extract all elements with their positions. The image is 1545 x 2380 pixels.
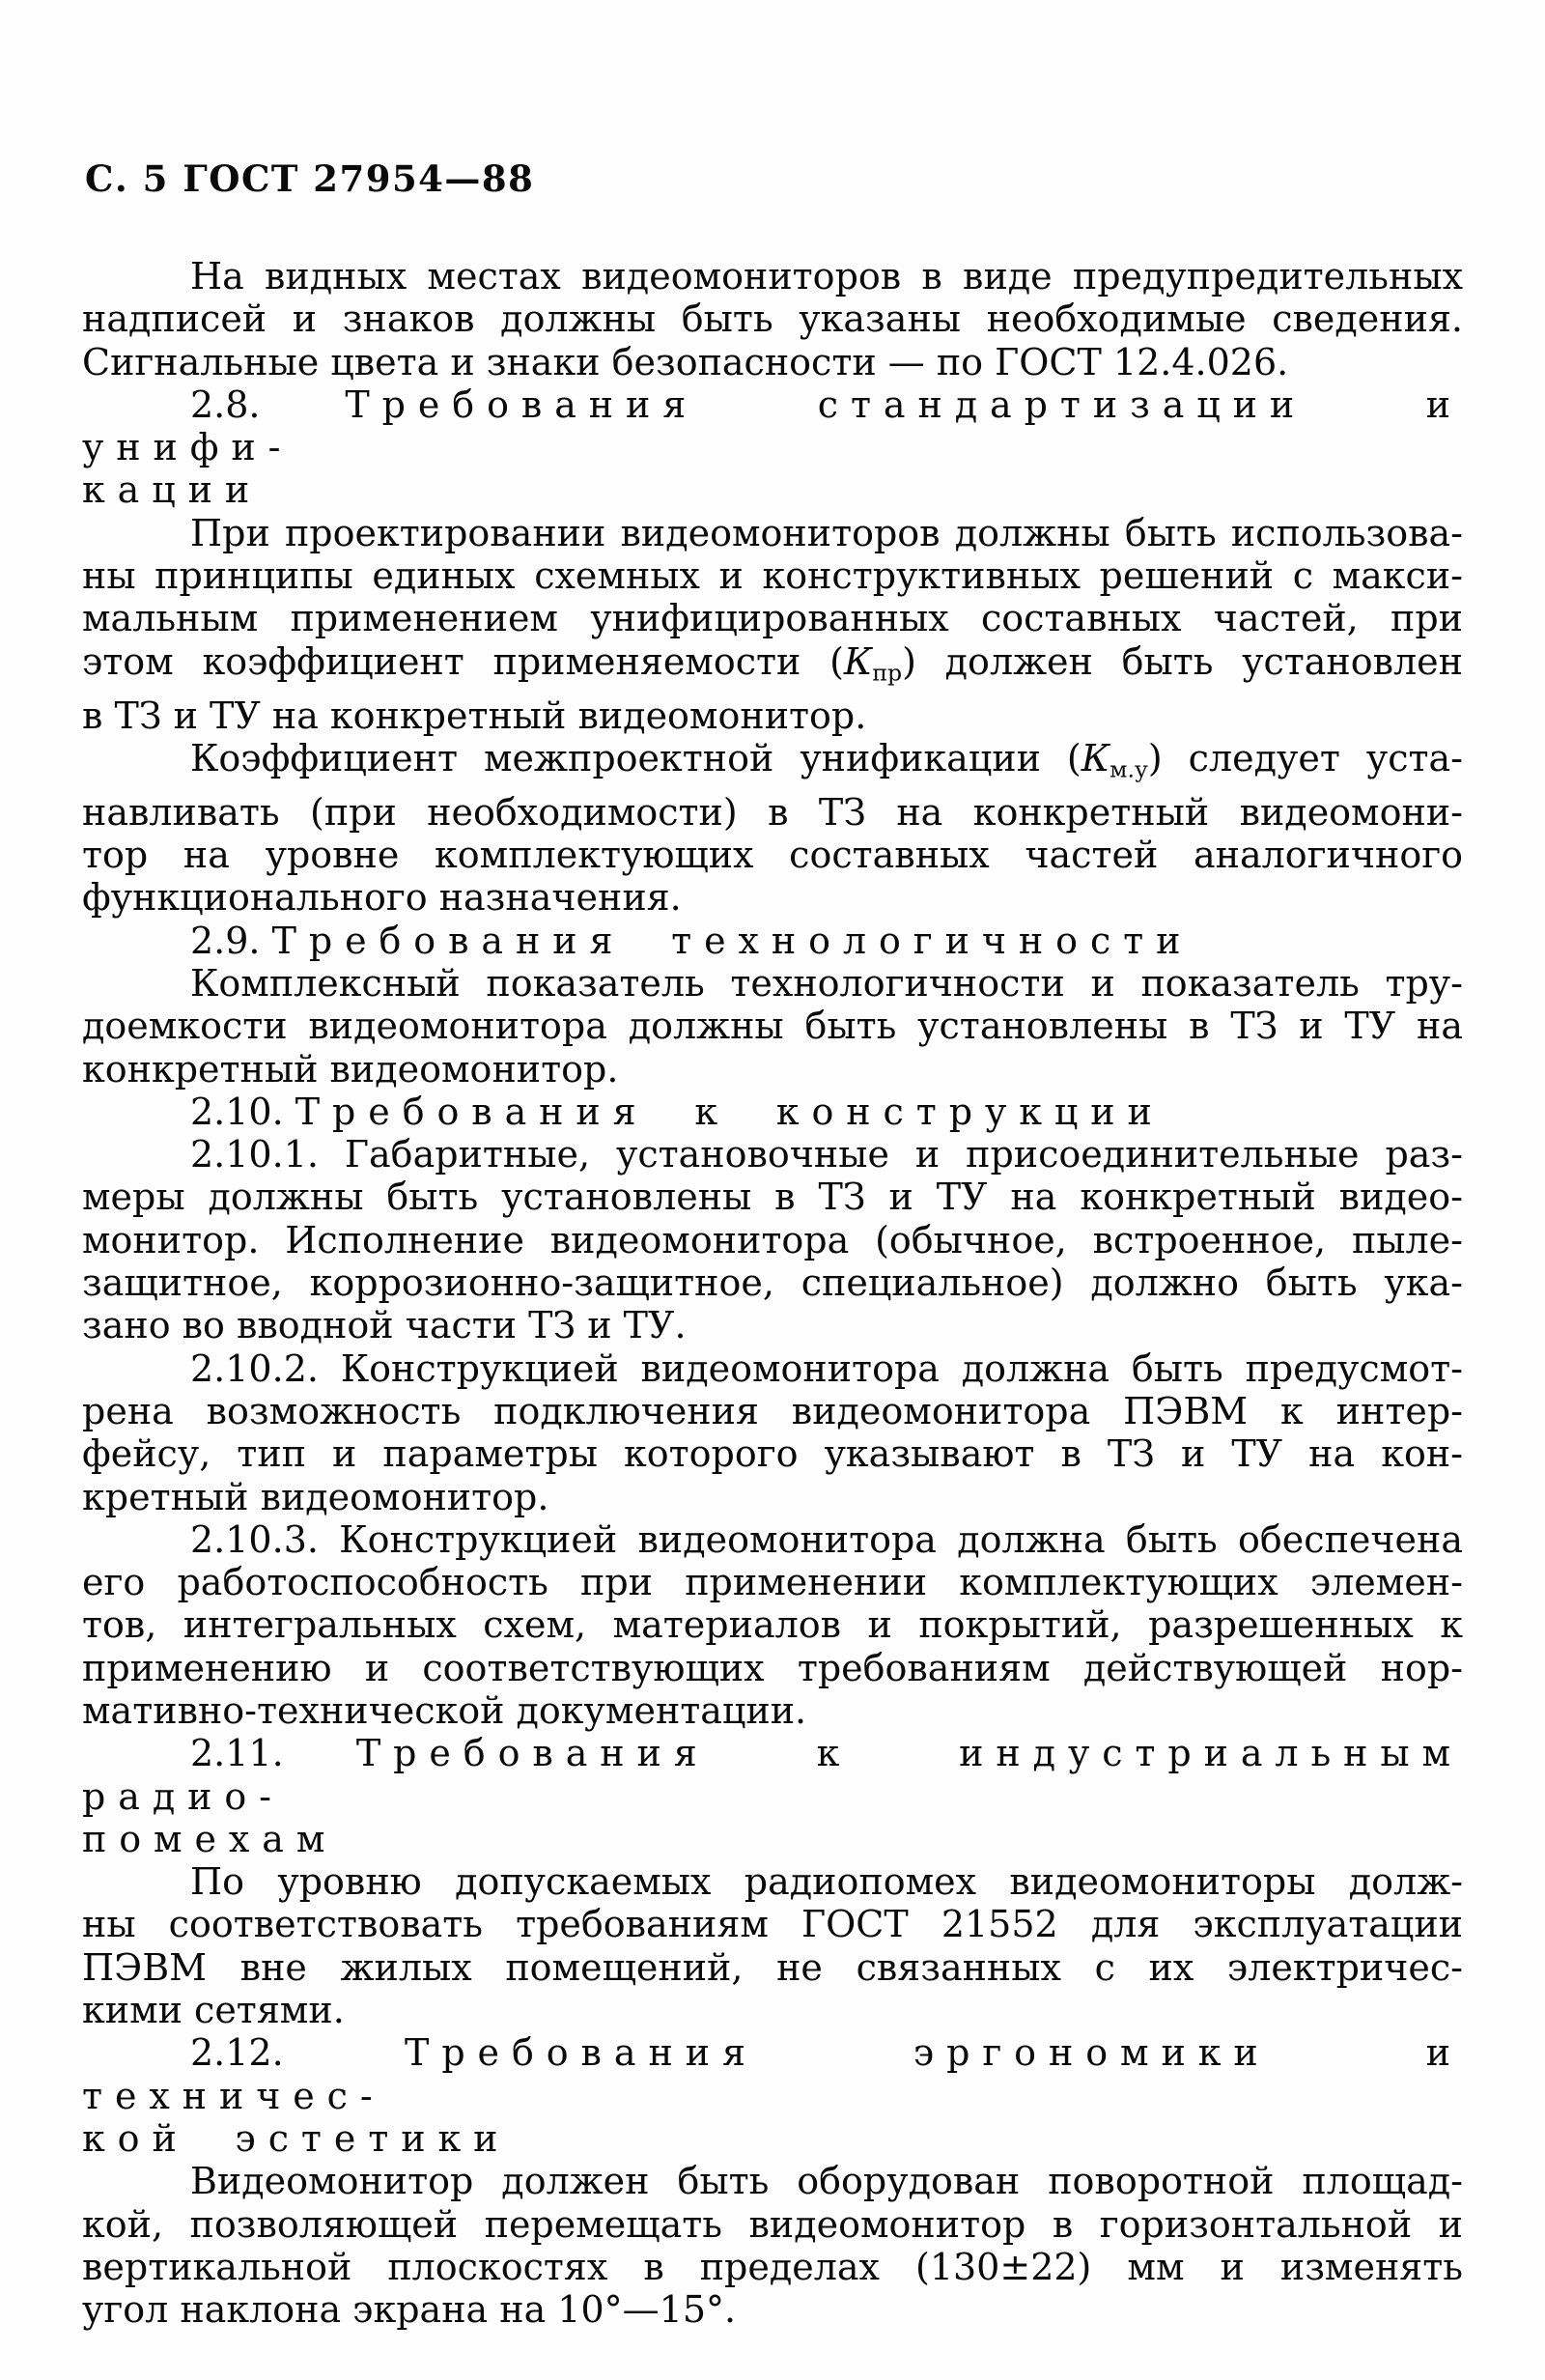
body-text-run: 2.11. [190,1732,356,1775]
body-text-run: 2.9. [190,919,272,962]
document-body [82,255,1463,2331]
text-line [82,298,1463,340]
spaced-heading-text: помехам [82,1817,338,1860]
paragraph-2-11-body [82,1860,1463,2031]
body-text-run: Видеомонитор должен быть оборудован поворотной площад- [190,2160,1463,2203]
spaced-heading-text: кации [82,468,263,512]
text-line [82,554,1463,597]
body-text-run: кими сетями. [82,1989,345,2032]
text-line [82,1689,1463,1732]
subscript-text: пр [872,659,903,687]
body-text-run: монитор. Исполнение видеомонитора (обычное, встроенное, пыле- [82,1218,1463,1261]
text-line [82,1390,1463,1432]
body-text-run: 2.8. [190,382,346,426]
body-text-run: меры должны быть установлены в ТЗ и ТУ на конкретный видео- [82,1176,1463,1219]
text-line [82,1005,1463,1047]
body-text-run: рена возможность подключения видеомонитора ПЭВМ к интер- [82,1389,1463,1432]
text-line [82,1603,1463,1646]
heading-2-11 [82,1732,1463,1860]
body-text-run: Сигнальные цвета и знаки безопасности — по ГОСТ 12.4.026. [82,340,1289,383]
body-text-run: применению и соответствующих требованиям действующей нор- [82,1646,1463,1689]
text-line [82,1347,1463,1390]
body-text-run: На видных местах видеомониторов в виде предупредительных [190,255,1463,298]
body-text-run: мативно-технической документации. [82,1688,807,1732]
text-line [82,834,1463,876]
text-line [82,1133,1463,1176]
spaced-heading-text: кой эстетики [82,2116,511,2160]
spaced-heading-text: Требования к конструкции [295,1090,1165,1133]
body-text-run: этом коэффициент применяемости ( [82,639,844,683]
paragraph-2-10-2 [82,1347,1463,1518]
paragraph-unification-coefficient [82,737,1463,920]
text-line [82,640,1463,694]
body-text-run: в ТЗ и ТУ на конкретный видеомонитор. [82,694,867,737]
body-text-run: доемкости видеомонитора должны быть установлены в ТЗ и ТУ на [82,1005,1463,1048]
paragraph-2-10-1 [82,1133,1463,1346]
body-text-run: кретный видеомонитор. [82,1475,549,1518]
italic-symbol: К [1081,736,1110,779]
paragraph-2-8-body [82,512,1463,737]
text-line [82,1261,1463,1304]
body-text-run: конкретный видеомонитор. [82,1047,619,1091]
text-line [82,2288,1463,2331]
text-line [82,1732,1463,1818]
body-text-run: 2.10. [190,1090,295,1133]
text-line [82,1989,1463,2031]
text-line [82,468,1463,511]
text-line [82,1818,1463,1860]
paragraph-2-12-body [82,2160,1463,2331]
body-text-run: ) должен быть установлен [902,639,1463,683]
text-line [82,383,1463,469]
body-text-run: ) следует уста- [1147,736,1464,779]
heading-2-8 [82,383,1463,512]
paragraph-2-10-3 [82,1518,1463,1732]
body-text-run: надписей и знаков должны быть указаны необходимые сведения. [82,298,1463,341]
body-text-run: его работоспособность при применении комплектующих элемен- [82,1561,1463,1604]
text-line [82,1091,1463,1133]
text-line [82,1219,1463,1261]
text-line [82,2117,1463,2160]
page-running-header: С. 5 ГОСТ 27954—88 [85,157,535,200]
text-line [82,1176,1463,1218]
text-line [82,694,1463,737]
text-line [82,255,1463,298]
body-text-run: зано во вводной части ТЗ и ТУ. [82,1304,687,1347]
text-line [82,1647,1463,1689]
body-text-run: фейсу, тип и параметры которого указывают в ТЗ и ТУ на кон- [82,1432,1463,1476]
paragraph-2-9-body [82,962,1463,1091]
spaced-heading-text: Требования стандартизации и унифи- [82,382,1463,469]
body-text-run: навливать (при необходимости) в ТЗ на конкретный видеомони- [82,790,1463,834]
body-text-run: кой, позволяющей перемещать видеомонитор в горизонтальной и [82,2202,1463,2246]
text-line [82,962,1463,1005]
paragraph-safety-signs [82,255,1463,383]
text-line [82,597,1463,639]
text-line [82,2031,1463,2117]
body-text-run: вертикальной плоскостях в пределах (130±22) мм и изменять [82,2245,1463,2288]
text-line [82,1946,1463,1989]
text-line [82,876,1463,919]
text-line [82,1860,1463,1903]
body-text-run: тор на уровне комплектующих составных частей аналогичного [82,834,1463,877]
body-text-run: ны соответствовать требованиям ГОСТ 21552 для эксплуатации [82,1903,1463,1946]
spaced-heading-text: Требования к индустриальным радио- [82,1732,1463,1818]
text-line [82,2246,1463,2288]
spaced-heading-text: Требования технологичности [271,919,1194,962]
body-text-run: При проектировании видеомониторов должны быть использова- [190,511,1463,554]
text-line [82,1518,1463,1561]
spaced-heading-text: Требования эргономики и техничес- [82,2031,1463,2117]
heading-2-12 [82,2031,1463,2160]
text-line [82,1476,1463,1518]
body-text-run: тов, интегральных схем, материалов и покрытий, разрешенных к [82,1603,1463,1647]
text-line [82,737,1463,791]
body-text-run: Комплексный показатель технологичности и показатель тру- [190,961,1463,1005]
body-text-run: Коэффициент межпроектной унификации ( [190,736,1082,779]
body-text-run: защитное, коррозионно-защитное, специальное) должно быть ука- [82,1261,1463,1305]
text-line [82,2160,1463,2202]
body-text-run: функционального назначения. [82,876,682,920]
text-line [82,1432,1463,1475]
text-line [82,1048,1463,1091]
text-line [82,920,1463,962]
body-text-run: ны принципы единых схемных и конструктивных решений с макси- [82,554,1463,598]
text-line [82,1304,1463,1346]
text-line [82,341,1463,383]
subscript-text: м.у [1110,755,1148,783]
text-line [82,1561,1463,1603]
body-text-run: угол наклона экрана на 10°—15°. [82,2288,737,2332]
body-text-run: ПЭВМ вне жилых помещений, не связанных с их электричес- [82,1945,1463,1989]
text-line [82,791,1463,834]
body-text-run: 2.10.2. Конструкцией видеомонитора должна быть предусмот- [190,1346,1463,1390]
text-line [82,1903,1463,1945]
body-text-run: мальным применением унифицированных составных частей, при [82,597,1463,640]
heading-2-9 [82,920,1463,962]
body-text-run: 2.10.1. Габаритные, установочные и присоединительные раз- [190,1133,1463,1176]
italic-symbol: К [843,639,873,683]
body-text-run: По уровню допускаемых радиопомех видеомониторы долж- [190,1860,1463,1904]
text-line [82,2203,1463,2246]
text-line [82,512,1463,554]
body-text-run: 2.10.3. Конструкцией видеомонитора должна быть обеспечена [190,1517,1463,1561]
body-text-run: 2.12. [190,2031,406,2075]
heading-2-10 [82,1091,1463,1133]
